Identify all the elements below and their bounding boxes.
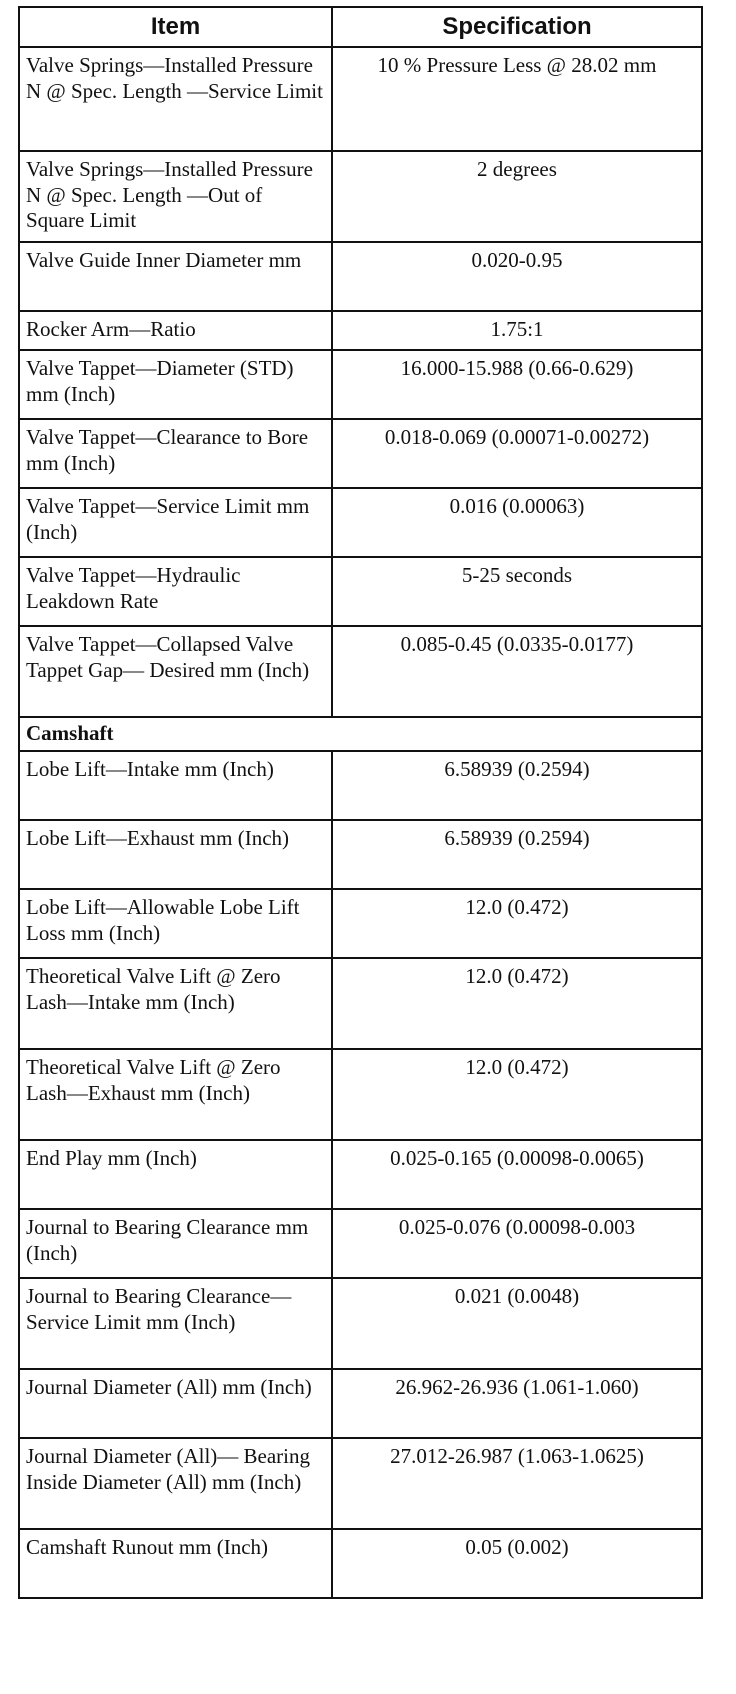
table-row <box>19 1140 702 1209</box>
item-cell: Journal to Bearing Clearance mm (Inch) <box>19 1209 332 1278</box>
column-header-item: Item <box>19 7 332 47</box>
item-cell: Lobe Lift—Allowable Lobe Lift Loss mm (Inch) <box>19 889 332 958</box>
table-row <box>19 311 702 350</box>
item-cell: Valve Tappet—Diameter (STD) mm (Inch) <box>19 350 332 419</box>
table-row <box>19 751 702 820</box>
item-cell: Camshaft Runout mm (Inch) <box>19 1529 332 1598</box>
spec-cell: 0.025-0.165 (0.00098-0.0065) <box>332 1140 702 1209</box>
spec-cell: 6.58939 (0.2594) <box>332 751 702 820</box>
spec-cell: 16.000-15.988 (0.66-0.629) <box>332 350 702 419</box>
spec-cell: 12.0 (0.472) <box>332 958 702 1049</box>
spec-cell: 0.025-0.076 (0.00098-0.003 <box>332 1209 702 1278</box>
table-row <box>19 1438 702 1529</box>
table-row <box>19 958 702 1049</box>
spec-cell: 10 % Pressure Less @ 28.02 mm <box>332 47 702 151</box>
item-cell: Lobe Lift—Exhaust mm (Inch) <box>19 820 332 889</box>
item-cell: Valve Springs—Installed Pressure N @ Spec. Length —Service Limit <box>19 47 332 151</box>
table-row <box>19 820 702 889</box>
spec-cell: 6.58939 (0.2594) <box>332 820 702 889</box>
spec-cell: 5-25 seconds <box>332 557 702 626</box>
table-header-row <box>19 7 702 47</box>
table-row <box>19 350 702 419</box>
item-cell: Journal to Bearing Clearance—Service Limit mm (Inch) <box>19 1278 332 1369</box>
spec-cell: 12.0 (0.472) <box>332 889 702 958</box>
item-cell: Theoretical Valve Lift @ Zero Lash—Intake mm (Inch) <box>19 958 332 1049</box>
item-cell: Valve Guide Inner Diameter mm <box>19 242 332 311</box>
table-row <box>19 1369 702 1438</box>
table-row <box>19 557 702 626</box>
table-row <box>19 1209 702 1278</box>
spec-cell: 2 degrees <box>332 151 702 242</box>
table-row <box>19 1529 702 1598</box>
item-cell: Lobe Lift—Intake mm (Inch) <box>19 751 332 820</box>
item-cell: Journal Diameter (All)— Bearing Inside Diameter (All) mm (Inch) <box>19 1438 332 1529</box>
item-cell: Valve Tappet—Service Limit mm (Inch) <box>19 488 332 557</box>
spec-cell: 0.05 (0.002) <box>332 1529 702 1598</box>
spec-cell: 0.016 (0.00063) <box>332 488 702 557</box>
table-row <box>19 1278 702 1369</box>
spec-cell: 12.0 (0.472) <box>332 1049 702 1140</box>
table-row <box>19 488 702 557</box>
table-row <box>19 47 702 151</box>
item-cell: Valve Springs—Installed Pressure N @ Spec. Length —Out of Square Limit <box>19 151 332 242</box>
table-row <box>19 626 702 717</box>
item-cell: Rocker Arm—Ratio <box>19 311 332 350</box>
table-row <box>19 419 702 488</box>
item-cell: Valve Tappet—Clearance to Bore mm (Inch) <box>19 419 332 488</box>
spec-cell: 0.021 (0.0048) <box>332 1278 702 1369</box>
spec-cell: 1.75:1 <box>332 311 702 350</box>
table-row <box>19 889 702 958</box>
table-row <box>19 242 702 311</box>
spec-cell: 26.962-26.936 (1.061-1.060) <box>332 1369 702 1438</box>
item-cell: Valve Tappet—Collapsed Valve Tappet Gap— Desired mm (Inch) <box>19 626 332 717</box>
spec-cell: 0.085-0.45 (0.0335-0.0177) <box>332 626 702 717</box>
section-row-camshaft <box>19 717 702 751</box>
item-cell: End Play mm (Inch) <box>19 1140 332 1209</box>
item-cell: Theoretical Valve Lift @ Zero Lash—Exhaust mm (Inch) <box>19 1049 332 1140</box>
section-title: Camshaft <box>19 717 702 751</box>
column-header-specification: Specification <box>332 7 702 47</box>
item-cell: Valve Tappet—Hydraulic Leakdown Rate <box>19 557 332 626</box>
table-row <box>19 151 702 242</box>
spec-cell: 27.012-26.987 (1.063-1.0625) <box>332 1438 702 1529</box>
table-row <box>19 1049 702 1140</box>
spec-cell: 0.020-0.95 <box>332 242 702 311</box>
spec-cell: 0.018-0.069 (0.00071-0.00272) <box>332 419 702 488</box>
item-cell: Journal Diameter (All) mm (Inch) <box>19 1369 332 1438</box>
specification-table <box>18 6 703 1599</box>
